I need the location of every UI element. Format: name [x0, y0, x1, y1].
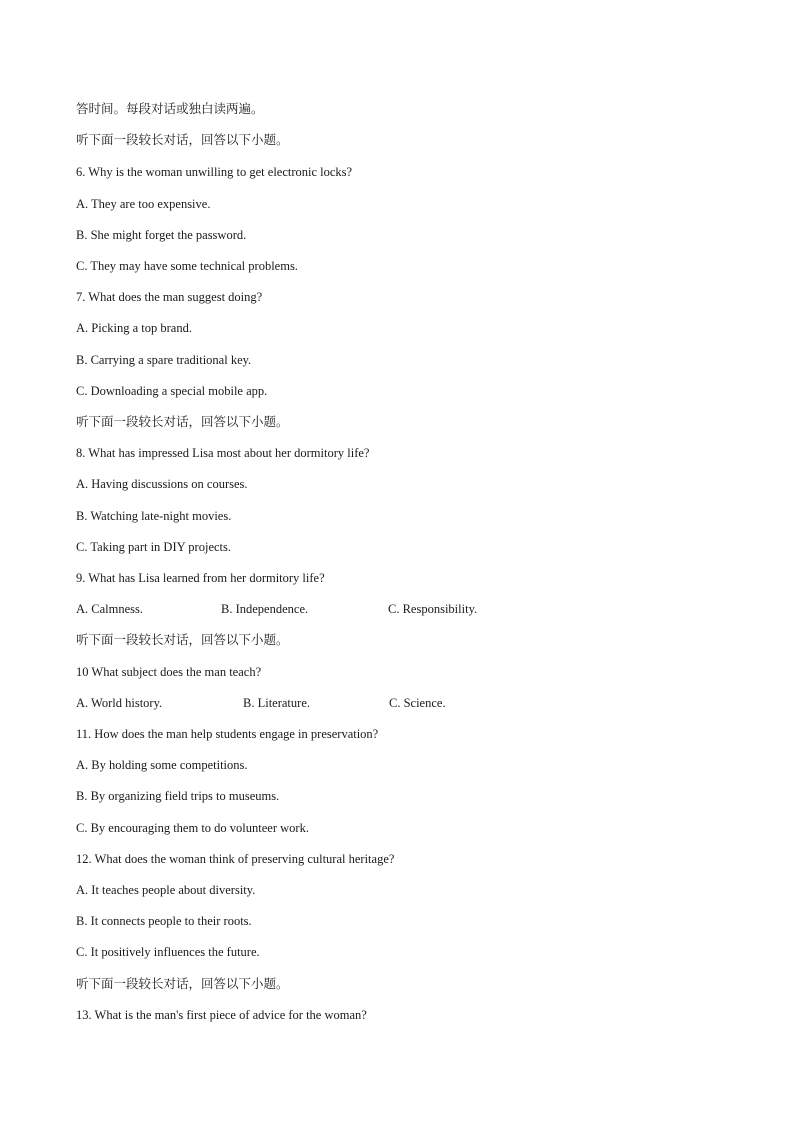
option-12b: B. It connects people to their roots. [76, 914, 252, 928]
option-9a: A. Calmness. [76, 602, 144, 616]
section-header: 听下面一段较长对话，回答以下小题。 [76, 976, 289, 991]
option-9b: B. Independence. [221, 602, 309, 616]
option-8b: B. Watching late-night movies. [76, 509, 232, 523]
option-6c: C. They may have some technical problems. [76, 259, 298, 273]
option-9c: C. Responsibility. [388, 602, 478, 616]
question-8: 8. What has impressed Lisa most about her dormitory life? [76, 446, 370, 460]
section-header: 听下面一段较长对话，回答以下小题。 [76, 132, 289, 147]
option-10a: A. World history. [76, 696, 163, 710]
options-row-9 [76, 601, 676, 617]
option-8a: A. Having discussions on courses. [76, 477, 248, 491]
option-11c: C. By encouraging them to do volunteer work. [76, 821, 309, 835]
question-13: 13. What is the man's first piece of advice for the woman? [76, 1008, 367, 1022]
question-11: 11. How does the man help students engage in preservation? [76, 727, 379, 741]
section-header: 听下面一段较长对话，回答以下小题。 [76, 632, 289, 647]
option-8c: C. Taking part in DIY projects. [76, 540, 231, 554]
option-7a: A. Picking a top brand. [76, 321, 192, 335]
intro-text: 答时间。每段对话或独白读两遍。 [76, 101, 264, 116]
options-row-10 [76, 695, 676, 711]
section-header: 听下面一段较长对话，回答以下小题。 [76, 414, 289, 429]
option-12c: C. It positively influences the future. [76, 945, 260, 959]
question-10: 10 What subject does the man teach? [76, 665, 262, 679]
option-6b: B. She might forget the password. [76, 228, 247, 242]
question-6: 6. Why is the woman unwilling to get electronic locks? [76, 165, 353, 179]
option-7b: B. Carrying a spare traditional key. [76, 353, 252, 367]
option-12a: A. It teaches people about diversity. [76, 883, 256, 897]
question-9: 9. What has Lisa learned from her dormitory life? [76, 571, 325, 585]
option-7c: C. Downloading a special mobile app. [76, 384, 268, 398]
question-7: 7. What does the man suggest doing? [76, 290, 263, 304]
option-10c: C. Science. [389, 696, 446, 710]
question-12: 12. What does the woman think of preserving cultural heritage? [76, 852, 395, 866]
option-11a: A. By holding some competitions. [76, 758, 248, 772]
option-10b: B. Literature. [243, 696, 310, 710]
option-6a: A. They are too expensive. [76, 197, 211, 211]
option-11b: B. By organizing field trips to museums. [76, 789, 280, 803]
